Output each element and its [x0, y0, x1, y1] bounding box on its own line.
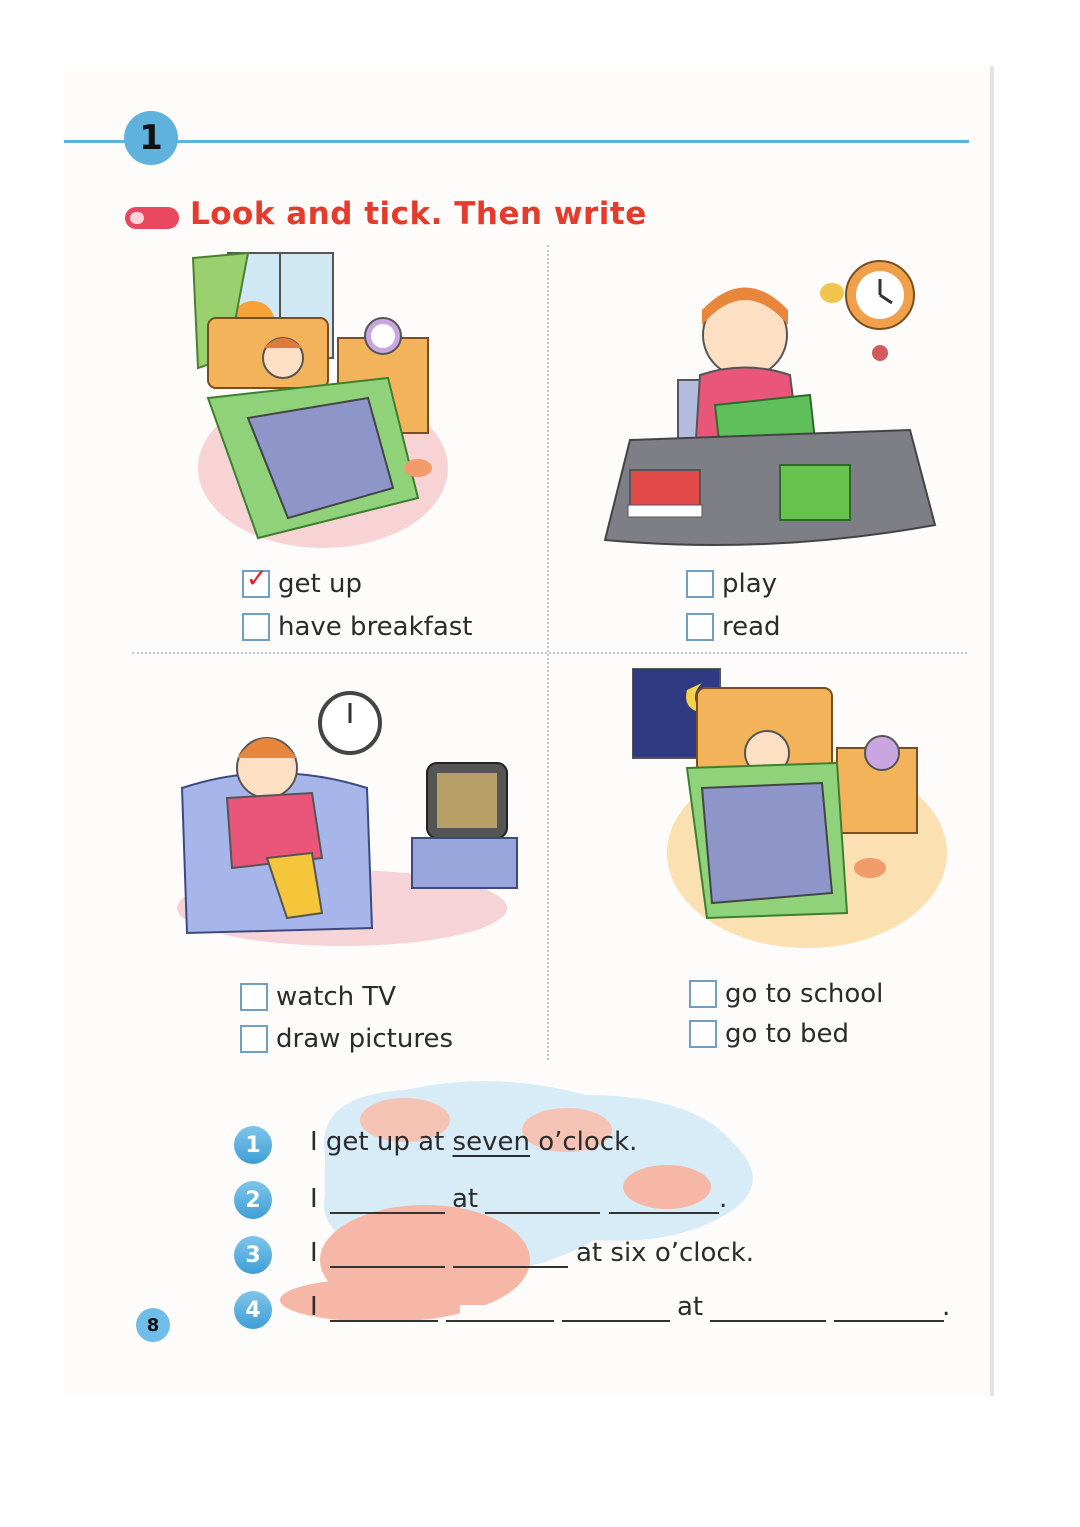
- option-play[interactable]: [686, 569, 777, 599]
- sentence-word: I: [310, 1238, 318, 1268]
- header-rule: [64, 140, 969, 143]
- sentence-period: .: [942, 1292, 951, 1322]
- checkbox-have-breakfast[interactable]: [242, 613, 270, 641]
- sentence-text: o’clock.: [538, 1127, 638, 1157]
- option-get-up[interactable]: [242, 564, 362, 599]
- exercise-number-badge: 3: [234, 1236, 272, 1274]
- exercise-heading: Look and tick. Then write: [190, 196, 647, 232]
- exercise-row-3: [234, 1235, 272, 1275]
- unit-number-badge: [124, 111, 178, 165]
- answer-blank[interactable]: [562, 1320, 670, 1322]
- exercise-number-badge: 4: [234, 1291, 272, 1329]
- checkbox-play[interactable]: [686, 570, 714, 598]
- exercise-number-badge: 2: [234, 1181, 272, 1219]
- checkbox-watch-tv[interactable]: [240, 983, 268, 1011]
- decorative-cloud: [295, 1075, 765, 1305]
- decorative-cloud-small: [260, 1275, 460, 1325]
- sentence-text: I get up at: [310, 1127, 445, 1157]
- sentence-word: at: [452, 1184, 479, 1214]
- option-go-to-school[interactable]: [689, 979, 883, 1009]
- horizontal-divider: [132, 652, 967, 654]
- checkbox-go-to-bed[interactable]: [689, 1020, 717, 1048]
- checkbox-read[interactable]: [686, 613, 714, 641]
- illustration-get-up: [188, 248, 458, 558]
- answer-blank[interactable]: [609, 1212, 719, 1214]
- answer-blank[interactable]: [330, 1320, 438, 1322]
- exercise-row-2: [234, 1180, 272, 1220]
- answer-blank[interactable]: [446, 1320, 554, 1322]
- illustration-go-to-bed: [632, 668, 947, 950]
- sentence-period: .: [719, 1184, 728, 1214]
- answer-blank[interactable]: [330, 1212, 445, 1214]
- option-have-breakfast[interactable]: [242, 612, 473, 642]
- page-number: 8: [136, 1308, 170, 1342]
- unit-number: 1: [139, 118, 163, 158]
- exercise-number-badge: 1: [234, 1126, 272, 1164]
- sentence-word: I: [310, 1292, 318, 1322]
- answer-blank[interactable]: [453, 1266, 568, 1268]
- option-watch-tv[interactable]: [240, 982, 396, 1012]
- answer-blank[interactable]: [330, 1266, 445, 1268]
- illustration-read: [600, 255, 940, 550]
- checkbox-go-to-school[interactable]: [689, 980, 717, 1008]
- option-label: read: [722, 612, 781, 642]
- option-draw-pictures[interactable]: [240, 1024, 453, 1054]
- exercise-row-4: [234, 1290, 272, 1330]
- exercise-1-sentence: [310, 1127, 637, 1157]
- tick-icon: ✓: [246, 564, 268, 594]
- option-label: draw pictures: [276, 1024, 454, 1054]
- option-label: get up: [278, 569, 362, 599]
- answer-blank[interactable]: [710, 1320, 826, 1322]
- answer-blank[interactable]: [485, 1212, 600, 1214]
- checkbox-get-up[interactable]: [242, 564, 270, 598]
- sentence-text: at six o’clock.: [576, 1238, 755, 1268]
- option-label: have breakfast: [278, 612, 473, 642]
- pencil-pill-icon: [125, 207, 179, 229]
- answer-blank[interactable]: [834, 1320, 944, 1322]
- option-label: watch TV: [276, 982, 397, 1012]
- option-label: go to bed: [725, 1019, 850, 1049]
- sentence-word: I: [310, 1184, 318, 1214]
- exercise-row-1: [234, 1125, 272, 1165]
- option-read[interactable]: [686, 612, 781, 642]
- option-go-to-bed[interactable]: [689, 1019, 849, 1049]
- illustration-watch-tv: [172, 688, 527, 950]
- checkbox-draw-pictures[interactable]: [240, 1025, 268, 1053]
- option-label: play: [722, 569, 778, 599]
- page-edge: [990, 66, 994, 1396]
- example-answer: seven: [452, 1127, 530, 1157]
- option-label: go to school: [725, 979, 884, 1009]
- sentence-word: at: [677, 1292, 704, 1322]
